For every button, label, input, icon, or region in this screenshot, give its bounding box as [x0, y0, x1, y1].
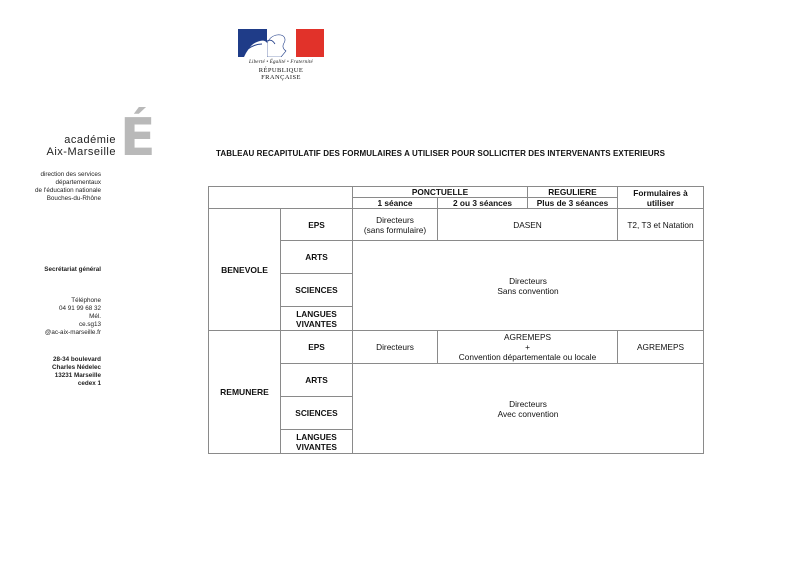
address-line: Charles Nédelec	[51, 364, 101, 371]
corner-cell	[209, 187, 353, 209]
benevole-langues: LANGUES VIVANTES	[281, 307, 353, 331]
cell-line: Sans convention	[497, 285, 559, 296]
contact-line: @ac-aix-marseille.fr	[44, 329, 101, 336]
remunere-arts: ARTS	[281, 364, 353, 397]
cell-line: Directeurs	[376, 214, 414, 225]
address-line: 13231 Marseille	[54, 372, 101, 379]
remunere-eps: EPS	[281, 331, 353, 364]
header-plus-3-seances: Plus de 3 séances	[528, 198, 618, 209]
remunere-autres-cell	[353, 364, 704, 454]
secretariat-label: Secrétariat général	[44, 266, 101, 273]
remunere-langues: LANGUES VIVANTES	[281, 430, 353, 454]
row-remunere: REMUNERE	[209, 331, 281, 454]
direction-line: direction des services	[40, 171, 101, 178]
remunere-eps-directeurs: Directeurs	[353, 331, 438, 364]
contact-block	[45, 297, 101, 337]
benevole-eps: EPS	[281, 209, 353, 241]
cell-line: Avec convention	[497, 408, 559, 419]
cell-line: Directeurs	[509, 398, 547, 409]
header-ponctuelle: PONCTUELLE	[353, 187, 528, 198]
row-benevole: BENEVOLE	[209, 209, 281, 331]
academie-e-letter: É	[120, 108, 156, 168]
remunere-eps-agremeps	[438, 331, 618, 364]
address-line: 28-34 boulevard	[53, 356, 101, 363]
contact-line: ce.sg13	[78, 321, 101, 328]
recap-table	[208, 186, 704, 454]
remunere-eps-formulaires: AGREMEPS	[618, 331, 704, 364]
direction-line: Bouches-du-Rhône	[46, 195, 101, 202]
benevole-eps-formulaires: T2, T3 et Natation	[618, 209, 704, 241]
direction-block	[35, 171, 101, 203]
benevole-arts: ARTS	[281, 241, 353, 274]
direction-line: départementaux	[55, 179, 101, 186]
header-2-3-seances: 2 ou 3 séances	[438, 198, 528, 209]
academie-label: académie	[64, 134, 116, 146]
academie-name: Aix-Marseille	[46, 146, 116, 158]
marianne-flag-icon	[238, 29, 324, 57]
direction-line: de l'éducation nationale	[35, 187, 101, 194]
page-title: TABLEAU RECAPITULATIF DES FORMULAIRES A UTILISER POUR SOLLICITER DES INTERVENANTS EXTERIEURS	[216, 149, 666, 158]
cell-line: (sans formulaire)	[363, 224, 427, 235]
republique-motto: Liberté • Égalité • Fraternité	[249, 60, 313, 65]
contact-line: Téléphone	[71, 297, 101, 304]
contact-line: 04 91 99 68 32	[58, 305, 101, 312]
academie-logo	[28, 108, 156, 172]
cell-line: AGREMEPS	[503, 332, 552, 342]
cell-line: +	[525, 342, 530, 352]
cell-line: Convention départementale ou locale	[458, 352, 597, 362]
contact-line: Mél.	[89, 313, 101, 320]
header-1-seance: 1 séance	[353, 198, 438, 209]
benevole-eps-directeurs	[353, 209, 438, 241]
header-reguliere: REGULIERE	[528, 187, 618, 198]
republique-francaise-logo	[238, 29, 328, 81]
cell-line: Directeurs	[509, 275, 547, 286]
benevole-autres-cell	[353, 241, 704, 331]
benevole-sciences: SCIENCES	[281, 274, 353, 307]
benevole-eps-dasen: DASEN	[438, 209, 618, 241]
address-line: cedex 1	[77, 380, 101, 387]
address-block	[52, 356, 101, 388]
remunere-sciences: SCIENCES	[281, 397, 353, 430]
header-formulaires: Formulaires à utiliser	[618, 187, 704, 209]
republique-francaise-label: RÉPUBLIQUE FRANÇAISE	[258, 67, 304, 81]
